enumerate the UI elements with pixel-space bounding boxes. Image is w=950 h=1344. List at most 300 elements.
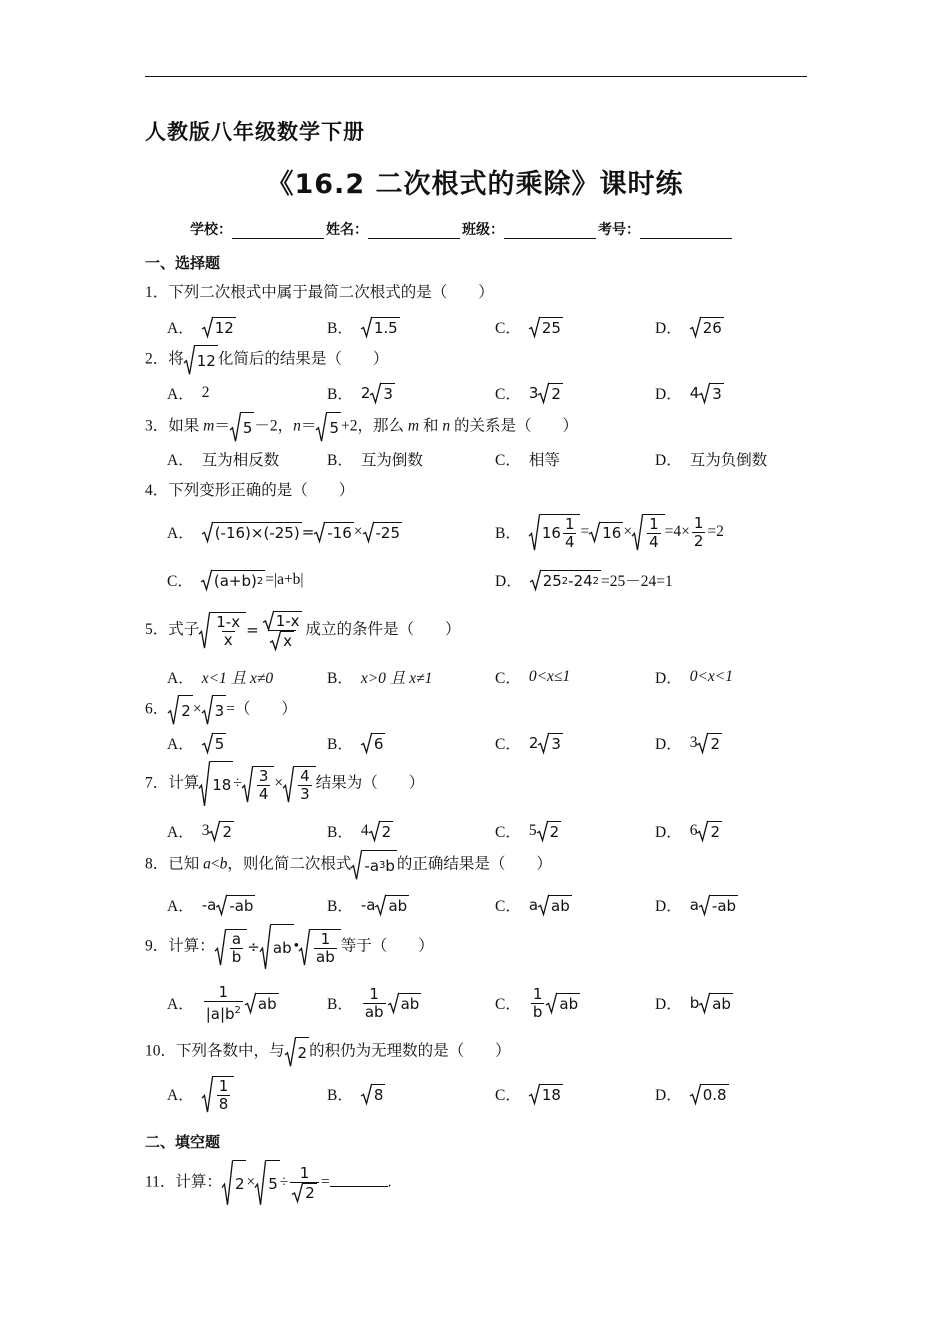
- option-label: D．: [495, 573, 522, 590]
- radicand: 2: [233, 1160, 247, 1206]
- radical-sign-glyph: [199, 612, 210, 649]
- equals: ＝: [214, 417, 230, 435]
- radical: [537, 821, 562, 841]
- denominator: [290, 1182, 319, 1202]
- radical: [699, 895, 738, 915]
- coefficient: a: [528, 896, 539, 914]
- radical: [699, 993, 733, 1013]
- radicand: 6: [373, 735, 384, 753]
- coefficient: 6: [689, 822, 698, 839]
- radical-sign-glyph: [388, 993, 399, 1013]
- radicand: 2: [296, 1037, 310, 1067]
- stem-text: 2．将: [145, 350, 184, 368]
- radical-sign: [245, 993, 256, 1013]
- section-choice: 一、选择题: [145, 254, 221, 272]
- denominator: [268, 630, 296, 650]
- coefficient: b: [689, 994, 700, 1012]
- radical-sign: [589, 522, 600, 542]
- radical-sign-glyph: [314, 522, 325, 542]
- option-value: x<1 且 x≠0: [201, 670, 274, 687]
- radicand: ab: [551, 897, 570, 915]
- option-label: D．: [655, 898, 682, 915]
- exponent: 2: [561, 575, 569, 587]
- radical-sign-glyph: [538, 895, 549, 915]
- answer-blank[interactable]: [330, 1172, 388, 1187]
- question-6: [145, 695, 297, 725]
- radical-sign: [316, 412, 327, 442]
- radical-sign-glyph: [690, 317, 701, 337]
- divide: ÷: [233, 774, 242, 792]
- radicand: 16: [602, 524, 622, 542]
- radicand: 2: [381, 823, 392, 841]
- radical: [199, 612, 246, 649]
- period: .: [387, 1173, 392, 1191]
- option-label: C．: [495, 1087, 521, 1104]
- radical-sign-glyph: [216, 895, 227, 915]
- option-label: A．: [167, 824, 194, 841]
- radicand: ab: [257, 995, 277, 1013]
- option-label: A．: [167, 736, 194, 753]
- stem-text: 等于（ ）: [340, 937, 434, 955]
- stem-text: 化简后的结果是（ ）: [217, 350, 389, 368]
- radical-sign: [285, 1037, 296, 1067]
- option-label: B．: [495, 525, 521, 542]
- radical-sign-glyph: [370, 383, 381, 403]
- radical-sign-glyph: [699, 895, 710, 915]
- option-label: C．: [495, 320, 521, 337]
- radical-sign: [363, 522, 374, 542]
- radical-sign: [216, 895, 227, 915]
- radical: [292, 1183, 317, 1202]
- radical-sign: [538, 895, 549, 915]
- radicand: (-16)×(-25): [214, 524, 300, 542]
- radical-sign: [530, 570, 541, 590]
- stem-text: 6．: [145, 700, 169, 718]
- radical: [546, 993, 580, 1013]
- exponent: 2: [592, 575, 600, 587]
- divide: ÷: [279, 1173, 289, 1191]
- radical-sign: [538, 733, 549, 753]
- option-label: C．: [495, 452, 521, 469]
- option-label: B．: [327, 320, 353, 337]
- q8-option-a: [167, 885, 255, 925]
- stem-text: +2，那么: [340, 417, 408, 435]
- radicand: 5: [327, 412, 341, 442]
- radical: [388, 993, 422, 1013]
- radicand: 2: [222, 823, 232, 841]
- radical: [201, 570, 265, 590]
- radical-sign-glyph: [230, 412, 241, 442]
- radical-sign-glyph: [222, 1160, 233, 1206]
- equals: =: [580, 523, 590, 540]
- radical: [299, 929, 341, 966]
- radical-sign-glyph: [202, 522, 213, 542]
- divide: ÷: [247, 938, 260, 956]
- radical-sign-glyph: [242, 766, 253, 803]
- q4-option-b: [495, 510, 724, 554]
- radicand: ab: [400, 995, 420, 1013]
- radical: [690, 1084, 729, 1104]
- coefficient: 3: [689, 734, 698, 751]
- q6-option-c: [495, 723, 563, 763]
- numerator: 3: [258, 766, 269, 785]
- fraction: [298, 768, 312, 803]
- option-label: A．: [167, 1087, 194, 1104]
- radical: [285, 1037, 310, 1067]
- radical-sign-glyph: [285, 1037, 296, 1067]
- stem-text: ，则化简二次根式: [227, 855, 352, 873]
- base: -a: [364, 857, 380, 875]
- radical: [215, 929, 248, 966]
- radical: [222, 1160, 247, 1206]
- question-2: [145, 345, 388, 375]
- option-value: 互为倒数: [360, 452, 423, 469]
- radical-sign: [215, 929, 226, 966]
- exponent: 2: [256, 575, 264, 587]
- radicand: [643, 514, 665, 551]
- var-a: a: [203, 855, 211, 873]
- option-value: 2: [201, 384, 210, 401]
- numerator: 1: [218, 982, 229, 1001]
- radical: [690, 317, 724, 337]
- stem-text: 的正确结果是（ ）: [396, 855, 552, 873]
- radicand: 2: [551, 385, 561, 403]
- radical-sign-glyph: [529, 317, 540, 337]
- radical: [283, 766, 316, 803]
- stem-text: =（ ）: [226, 700, 297, 718]
- q10-option-c: [495, 1071, 563, 1117]
- q10-option-b: [327, 1071, 385, 1117]
- exam-number-label: 考号：: [598, 222, 640, 238]
- q1-option-d: [655, 307, 724, 347]
- radicand: 5: [214, 735, 225, 753]
- radical: [209, 821, 234, 841]
- radicand: 3: [383, 385, 393, 403]
- radical-sign: [292, 1183, 303, 1202]
- radicand: [541, 570, 601, 590]
- denominator: 8: [218, 1094, 229, 1113]
- times: ×: [623, 523, 633, 540]
- result-text: =2: [707, 523, 724, 540]
- q4-options-row1: [167, 510, 807, 554]
- radical-sign: [260, 924, 271, 970]
- radical-sign-glyph: [283, 766, 294, 803]
- radicand: 1-x: [275, 611, 300, 630]
- option-label: B．: [327, 670, 353, 687]
- q3-option-b: [327, 439, 423, 479]
- stem-text: 和: [419, 417, 443, 435]
- q2-option-d: [655, 373, 724, 413]
- coefficient: 4: [360, 822, 369, 839]
- times: ×: [246, 1173, 256, 1191]
- fraction: [230, 931, 244, 966]
- radicand: 5: [241, 412, 255, 442]
- radical-sign-glyph: [292, 1183, 303, 1202]
- radical-sign: [697, 733, 708, 753]
- radical-sign-glyph: [697, 733, 708, 753]
- radical-sign-glyph: [361, 733, 372, 753]
- q3-options: [167, 439, 807, 479]
- radicand: 3: [551, 735, 561, 753]
- radical-sign-glyph: [530, 570, 541, 590]
- radical-sign: [202, 1076, 213, 1113]
- fraction: [290, 1165, 319, 1202]
- radicand: 0.8: [702, 1086, 727, 1104]
- coefficient: 3: [201, 822, 210, 839]
- radical: [370, 383, 395, 403]
- fraction: [563, 516, 577, 551]
- radical: [260, 924, 294, 970]
- numerator: [261, 611, 304, 630]
- var-m: m: [203, 417, 215, 435]
- q9-option-c: [495, 980, 580, 1026]
- radical: [202, 695, 227, 725]
- radical-sign-glyph: [361, 317, 372, 337]
- radicand: 2: [305, 1183, 315, 1202]
- radicand: 2: [710, 735, 720, 753]
- numerator: 1: [218, 1076, 229, 1095]
- times: ×: [353, 523, 363, 540]
- radicand: [310, 929, 341, 966]
- option-label: A．: [167, 996, 194, 1013]
- q10-option-d: [655, 1071, 729, 1117]
- fraction: [314, 931, 337, 966]
- equals: =: [301, 523, 315, 541]
- option-label: C．: [495, 386, 521, 403]
- numerator: 1: [320, 929, 331, 948]
- radical-sign-glyph: [529, 514, 540, 551]
- radicand: ab: [271, 924, 294, 970]
- radicand: 2: [710, 823, 720, 841]
- option-value: x>0 且 x≠1: [360, 670, 433, 687]
- q9-options: [167, 980, 807, 1026]
- radicand: -ab: [229, 897, 254, 915]
- equals: ＝: [300, 417, 317, 435]
- option-label: C．: [495, 996, 521, 1013]
- option-label: B．: [327, 824, 353, 841]
- denominator: 4: [649, 532, 659, 551]
- result-text: =|a+b|: [265, 571, 304, 588]
- numerator: 1: [532, 984, 543, 1003]
- fraction: [257, 768, 271, 803]
- header-rule: [145, 76, 807, 77]
- q8-option-c: [495, 885, 572, 925]
- radical: [530, 570, 601, 590]
- denominator: 4: [258, 784, 269, 803]
- question-5: [145, 608, 461, 652]
- radical-sign: [222, 1160, 233, 1206]
- radical-sign: [369, 821, 380, 841]
- base: 25: [542, 572, 562, 590]
- coefficient: a: [689, 896, 699, 914]
- radical: [361, 317, 400, 337]
- option-label: D．: [655, 824, 682, 841]
- question-9: [145, 924, 434, 970]
- option-label: B．: [327, 1087, 353, 1104]
- coefficient: -a: [360, 896, 376, 914]
- q1-option-c: [495, 307, 563, 347]
- denominator: x: [223, 630, 233, 649]
- question-8: [145, 850, 552, 880]
- option-label: A．: [167, 898, 194, 915]
- var-n: n: [293, 417, 301, 435]
- radical-sign-glyph: [263, 611, 274, 630]
- radical: [632, 514, 665, 551]
- radicand: -25: [375, 524, 401, 542]
- radical-sign: [546, 993, 557, 1013]
- question-7: [145, 761, 424, 807]
- q7-option-c: [495, 811, 561, 851]
- q7-option-d: [655, 811, 722, 851]
- q2-option-b: [327, 373, 395, 413]
- radical-sign: [314, 522, 325, 542]
- q5-option-a: [167, 657, 273, 697]
- option-label: D．: [655, 736, 682, 753]
- radical: [699, 383, 724, 403]
- radical-sign: [690, 317, 701, 337]
- q6-option-d: [655, 723, 722, 763]
- option-label: C．: [167, 573, 193, 590]
- radicand: 26: [702, 319, 722, 337]
- radical-sign: [230, 412, 241, 442]
- exponent: 3: [379, 860, 386, 871]
- question-11: [145, 1160, 391, 1206]
- radical-sign: [699, 895, 710, 915]
- option-value: 0<x<1: [689, 668, 734, 685]
- option-label: D．: [655, 1087, 682, 1104]
- radicand: x: [283, 631, 293, 650]
- radical-sign-glyph: [245, 993, 256, 1013]
- q4-options-row2: [167, 560, 807, 600]
- option-label: B．: [327, 996, 353, 1013]
- numerator: 1: [649, 514, 659, 533]
- stem-text: 结果为（ ）: [315, 774, 425, 792]
- option-label: D．: [655, 320, 682, 337]
- radical: [697, 733, 722, 753]
- radical-sign-glyph: [199, 761, 210, 807]
- radical: [316, 412, 341, 442]
- radical: [538, 733, 563, 753]
- radical-sign-glyph: [184, 345, 195, 375]
- radical: [529, 1084, 563, 1104]
- radicand: [212, 570, 265, 590]
- radicand: [210, 612, 246, 649]
- q7-option-a: [167, 811, 234, 851]
- fraction: [217, 1078, 231, 1113]
- q9-option-d: [655, 980, 733, 1026]
- radical-sign: [201, 570, 212, 590]
- option-label: C．: [495, 898, 521, 915]
- denominator: 4: [564, 532, 575, 551]
- radical-sign: [202, 522, 213, 542]
- radicand: 1.5: [373, 319, 398, 337]
- q4-option-d: [495, 560, 673, 600]
- q6-options: [167, 723, 807, 763]
- option-label: A．: [167, 320, 194, 337]
- denominator: 2: [693, 531, 704, 550]
- radicand: [226, 929, 248, 966]
- radicand: -16: [327, 524, 352, 542]
- product-text: =4×: [664, 523, 690, 540]
- radical-sign-glyph: [538, 733, 549, 753]
- radical-sign: [361, 1084, 372, 1104]
- radicand: [294, 766, 316, 803]
- radical: [314, 522, 354, 542]
- question-10: [145, 1037, 511, 1067]
- option-label: D．: [655, 452, 682, 469]
- radical-sign-glyph: [546, 993, 557, 1013]
- radical: [538, 895, 572, 915]
- name-blank: [368, 224, 460, 239]
- class-blank: [504, 224, 596, 239]
- radical: [245, 993, 279, 1013]
- q8-option-b: [327, 885, 409, 925]
- radical-sign: [538, 383, 549, 403]
- option-label: B．: [327, 452, 353, 469]
- dot: •: [293, 937, 300, 955]
- radical: [216, 895, 255, 915]
- coefficient: -a: [201, 896, 217, 914]
- q2-option-a: [167, 373, 209, 413]
- radical-sign-glyph: [270, 631, 281, 650]
- radicand: 12: [214, 319, 234, 337]
- fraction: [647, 516, 661, 551]
- radical-sign-glyph: [529, 1084, 540, 1104]
- base: b: [385, 857, 395, 875]
- radical-sign: [697, 821, 708, 841]
- radical: [184, 345, 218, 375]
- radical-sign-glyph: [260, 924, 271, 970]
- radical: [202, 522, 302, 542]
- numerator: 1: [693, 513, 704, 532]
- option-label: D．: [655, 996, 682, 1013]
- q8-option-d: [655, 885, 738, 925]
- q7-option-b: [327, 811, 393, 851]
- class-label: 班级：: [462, 222, 504, 238]
- option-label: A．: [167, 386, 194, 403]
- radical-sign-glyph: [255, 1160, 266, 1206]
- radical-sign-glyph: [168, 695, 179, 725]
- radical-sign: [632, 514, 643, 551]
- radical-sign: [202, 733, 213, 753]
- q4-option-a: [167, 510, 402, 554]
- q8-options: [167, 885, 807, 925]
- radicand: ab: [559, 995, 579, 1013]
- radical-sign-glyph: [202, 317, 213, 337]
- radical-sign: [199, 761, 210, 807]
- radicand: [362, 850, 397, 880]
- radical-sign: [699, 993, 710, 1013]
- var-b: b: [219, 855, 228, 873]
- option-label: B．: [327, 898, 353, 915]
- coefficient: 3: [528, 384, 539, 402]
- q9-option-b: [327, 980, 421, 1026]
- denominator: ab: [316, 947, 335, 966]
- option-value: 相等: [528, 452, 560, 469]
- radical-sign-glyph: [363, 522, 374, 542]
- radical: [270, 631, 294, 650]
- option-value: 互为相反数: [201, 452, 280, 469]
- radical-sign-glyph: [202, 733, 213, 753]
- option-label: A．: [167, 525, 194, 542]
- radical: [202, 733, 227, 753]
- radical: [263, 611, 302, 630]
- radical-sign: [199, 612, 210, 649]
- numerator: 4: [300, 766, 310, 785]
- radicand: 12: [195, 345, 218, 375]
- radical-sign: [537, 821, 548, 841]
- numerator: 1: [564, 514, 575, 533]
